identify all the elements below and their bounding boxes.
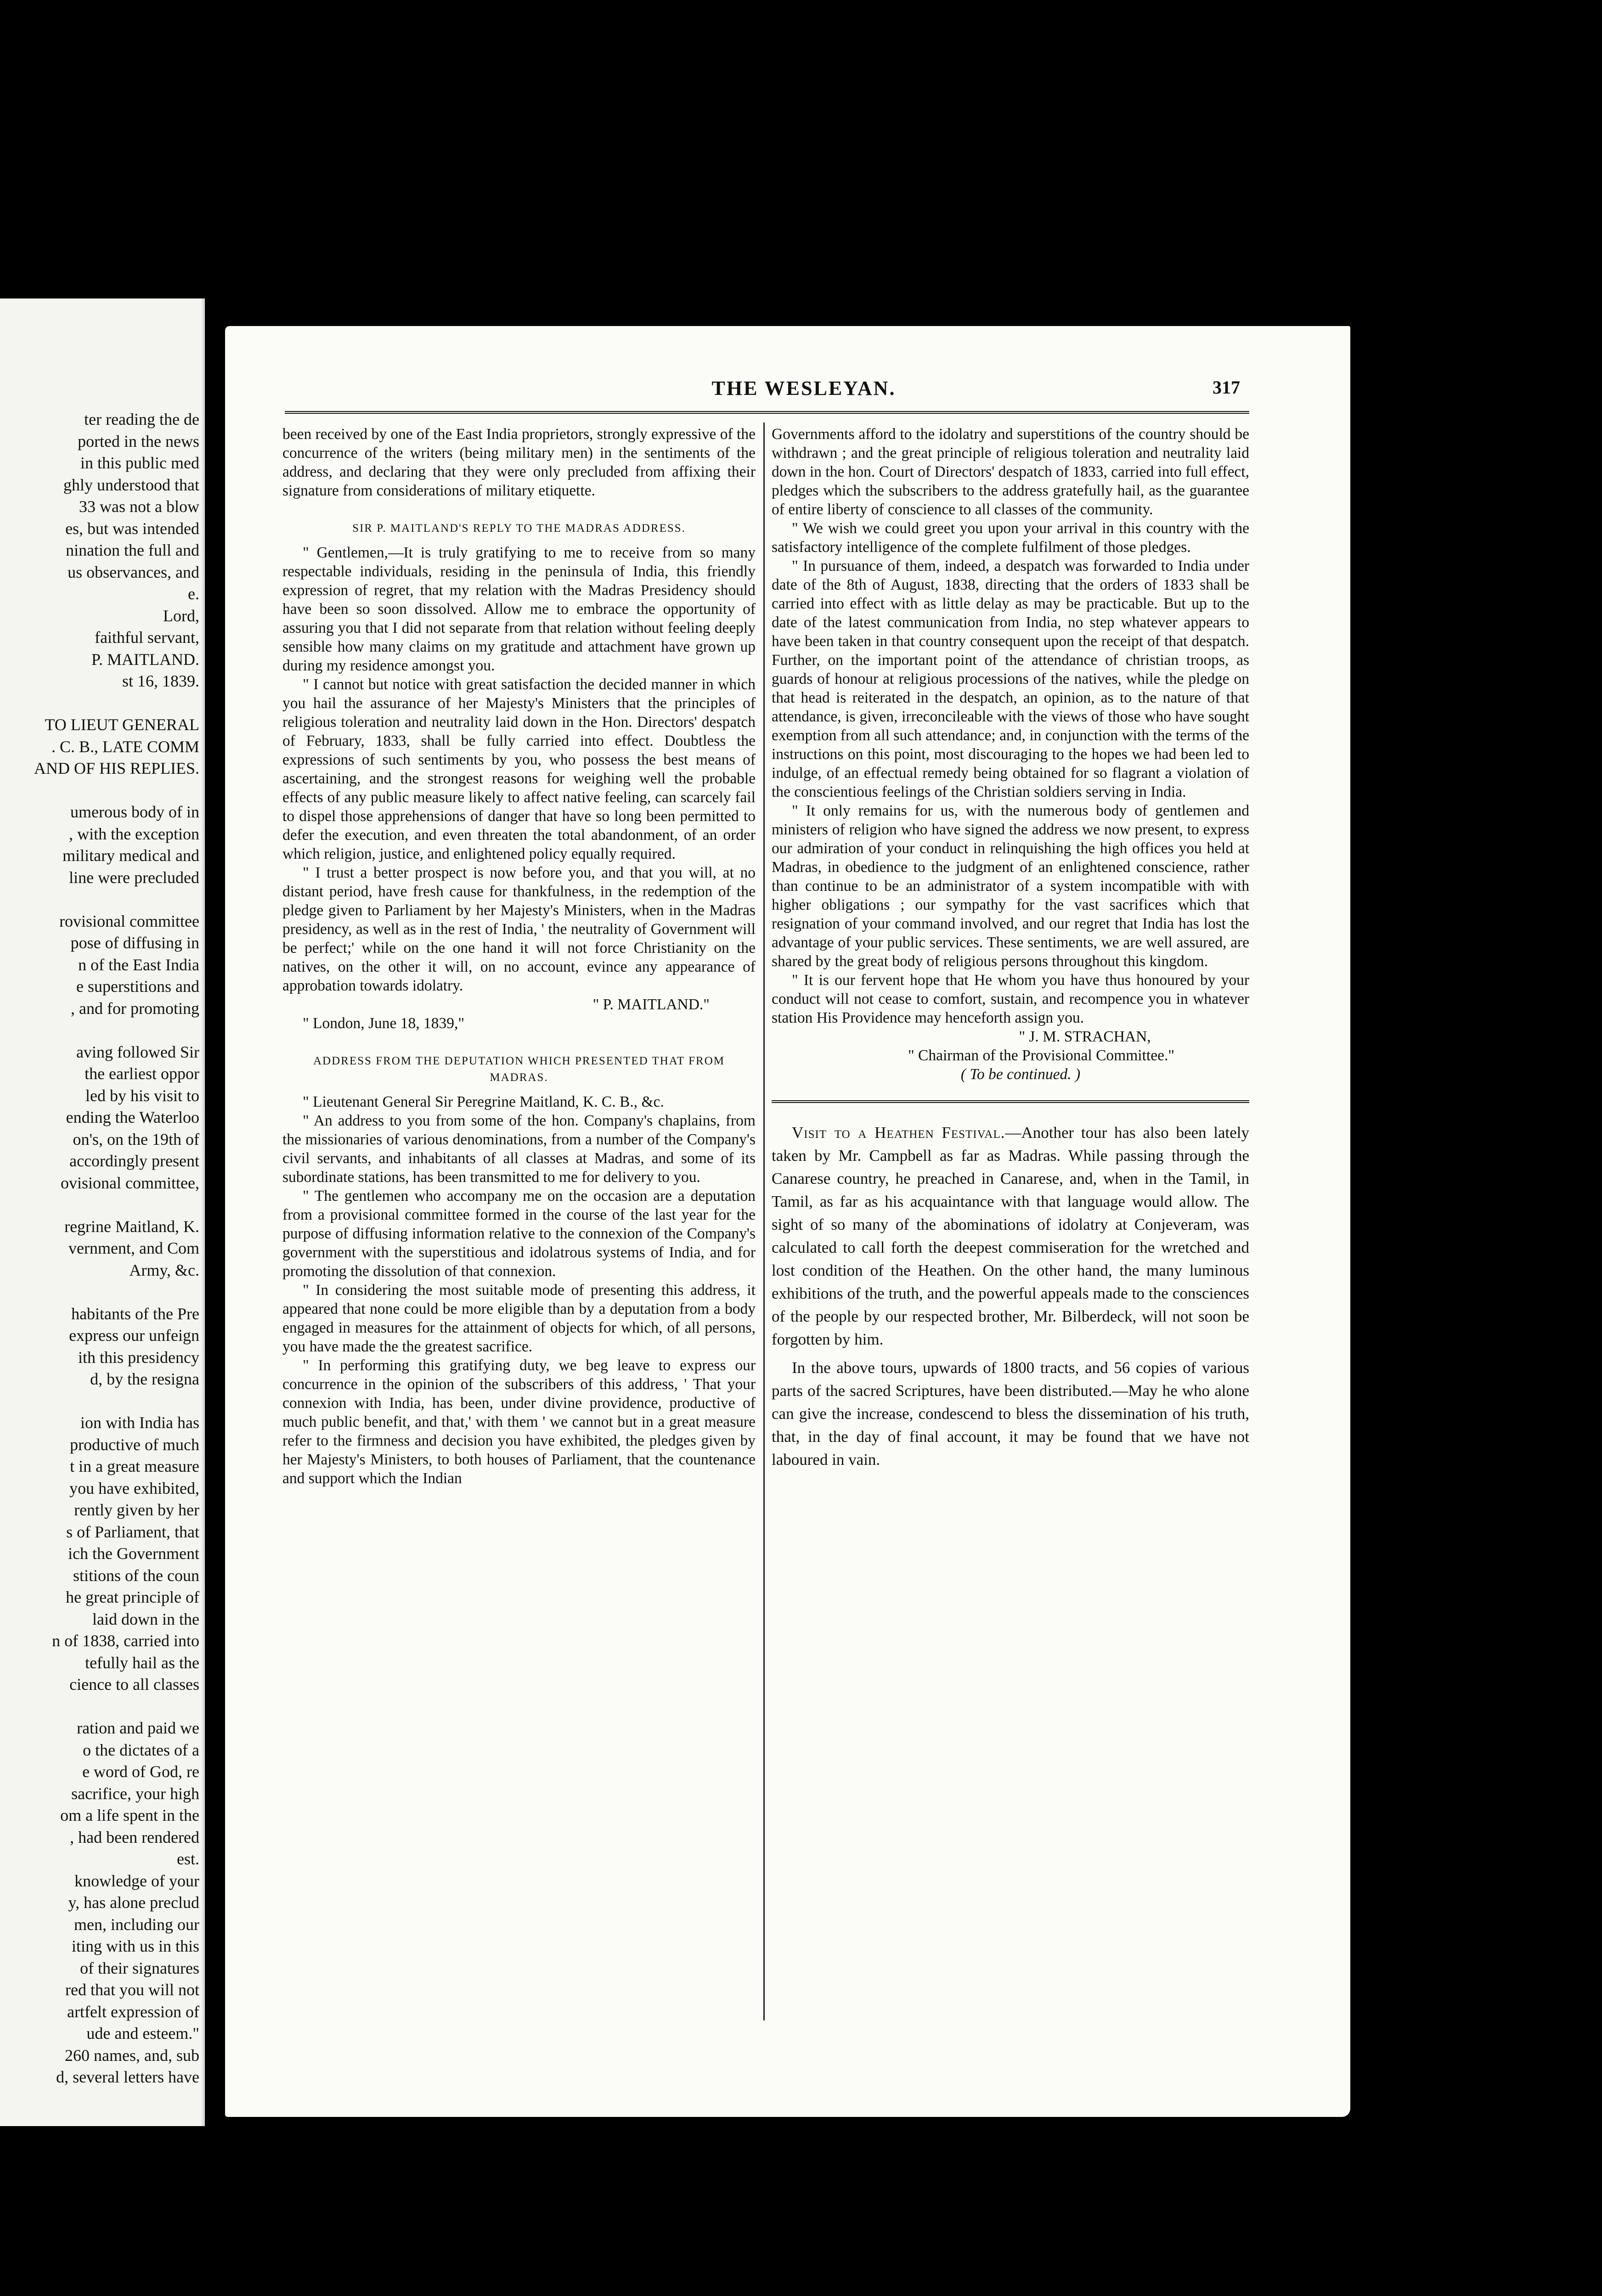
previous-page-line: tefully hail as the bbox=[85, 1653, 199, 1672]
previous-page-line: nination the full and bbox=[66, 541, 199, 559]
previous-page-line: es, but was intended bbox=[65, 519, 199, 538]
left-column bbox=[282, 425, 756, 1488]
newspaper-page bbox=[225, 326, 1350, 2117]
previous-page-line: , with the exception bbox=[69, 824, 199, 843]
to-be-continued: ( To be continued. ) bbox=[960, 1066, 1081, 1083]
previous-page-line: led by his visit to bbox=[85, 1086, 199, 1105]
previous-page-line: faithful servant, bbox=[95, 628, 199, 647]
continued-paragraph: " In pursuance of them, indeed, a despatch was forwarded to India under date of the 8th of August, 1838, directing that the orders of 1833 shall be carried into effect with as little delay as may be practicable. But up to the date of the latest communication from India, no step whatever appears to have been taken in that country consequent upon the receipt of that despatch. Further, on the important point of the attendance of christian troops, as guards of honour at religious processions of the natives, while the pledge on that head is reiterated in the despatch, an opinion, as to the nature of that attendance, is given, irreconcileable with the views of those who have sought exemption from all such attendance; and, in conjunction with the terms of the instructions on this point, most discouraging to the hopes we had been led to indulge, of an effectual remedy being obtained for so flagrant a violation of the conscientious feelings of the Christian soldiers serving in India. bbox=[772, 557, 1249, 800]
page-number: 317 bbox=[1213, 377, 1240, 398]
previous-page-line bbox=[0, 889, 199, 911]
previous-page-line: laid down in the bbox=[92, 1609, 199, 1628]
previous-page-line: rovisional committee bbox=[59, 912, 199, 930]
column-divider bbox=[763, 422, 765, 2020]
previous-page-line: y, has alone preclud bbox=[68, 1893, 199, 1912]
previous-page-line: stitions of the coun bbox=[73, 1566, 199, 1585]
previous-page-line: , had been rendered bbox=[70, 1828, 199, 1846]
signature-role: " Chairman of the Provisional Committee." bbox=[908, 1047, 1175, 1064]
previous-page-line: of their signatures bbox=[80, 1958, 199, 1977]
continued-paragraph: " We wish we could greet you upon your arrival in this country with the satisfactory intelligence of the complete fulfilment of those pledges. bbox=[772, 520, 1249, 556]
previous-page-line: s of Parliament, that bbox=[66, 1522, 199, 1541]
previous-page-line: ich the Government bbox=[68, 1544, 199, 1563]
previous-page-line: he great principle of bbox=[66, 1588, 199, 1606]
previous-page-line: , and for promoting bbox=[71, 999, 199, 1018]
visit-paragraph bbox=[772, 1121, 1249, 1351]
reply-paragraph: " Gentlemen,—It is truly gratifying to me to receive from so many respectable individuals, residing in the peninsula of India, this friendly expression of regret, that my relation with the Madras Presidency should have been so soon dissolved. Allow me to embrace the opportunity of assuring you that I did not separate from that relation without feeling deeply sensible how many claims on my gratitude and attachment have grown up during my residence amongst you. bbox=[282, 544, 756, 674]
previous-page-line: Army, &c. bbox=[129, 1261, 199, 1279]
previous-page-line: line were precluded bbox=[69, 868, 199, 887]
previous-page-line: pose of diffusing in bbox=[70, 934, 199, 952]
previous-page-line: ration and paid we bbox=[77, 1719, 199, 1737]
previous-page-line: P. MAITLAND. bbox=[91, 650, 199, 669]
previous-page-line: military medical and bbox=[62, 846, 199, 865]
previous-page-line: 33 was not a blow bbox=[79, 497, 199, 516]
previous-page-line: the earliest oppor bbox=[85, 1064, 199, 1083]
previous-page-line: e. bbox=[188, 585, 199, 603]
previous-page-line: express our unfeign bbox=[69, 1326, 199, 1345]
previous-page-line: sacrifice, your high bbox=[71, 1784, 199, 1803]
previous-page-line: d, by the resigna bbox=[90, 1370, 199, 1388]
address-heading: ADDRESS FROM THE DEPUTATION WHICH PRESENTED THAT FROM MADRAS. bbox=[313, 1055, 725, 1084]
previous-page-line: e word of God, re bbox=[82, 1762, 199, 1781]
visit-body: —Another tour has also been lately taken by Mr. Campbell as far as Madras. While passing through the Canarese country, he preached in Canarese, and, when in the Tamil, in Tamil, as far as his acquaintance with that language would allow. The sight of so many of the abominations of idolatry at Conjeveram, was calculated to call forth the deepest commiseration for the wretched and lost condition of the Heathen. On the other hand, the many luminous exhibitions of the truth, and the powerful appeals made to the consciences of the people by our respected brother, Mr. Bilberdeck, will not soon be forgotten by him. bbox=[772, 1124, 1249, 1348]
running-head bbox=[285, 377, 1323, 404]
previous-page-line: knowledge of your bbox=[74, 1871, 199, 1890]
previous-page-line: umerous body of in bbox=[70, 803, 199, 821]
previous-page-line: . C. B., LATE COMM bbox=[51, 737, 199, 756]
previous-page-line: t in a great measure bbox=[70, 1457, 199, 1475]
previous-page-line: artfelt expression of bbox=[67, 2002, 199, 2021]
header-rule bbox=[285, 411, 1249, 414]
right-column bbox=[772, 425, 1249, 1471]
running-title: THE WESLEYAN. bbox=[711, 377, 896, 400]
previous-page-line: ude and esteem." bbox=[86, 2024, 199, 2043]
previous-page-line: n of 1838, carried into bbox=[52, 1632, 199, 1650]
previous-page-line: ter reading the de bbox=[84, 410, 199, 428]
previous-page-line bbox=[0, 1696, 199, 1718]
reply-date: " London, June 18, 1839," bbox=[303, 1015, 465, 1032]
previous-page-line: om a life spent in the bbox=[60, 1806, 199, 1824]
previous-page-line: ported in the news bbox=[78, 432, 199, 450]
address-paragraph: " In performing this gratifying duty, we beg leave to express our concurrence in the opinion of the subscribers of this address, ' That your connexion with India, has been, under divine providence, productive of much public benefit, and that,' with them ' we cannot but in a great measure refer to the firmness and decision you have exhibited, the pledges given by her Majesty's Ministers, to both houses of Parliament, that the countenance and support which the Indian bbox=[282, 1357, 756, 1487]
previous-page-line: cience to all classes bbox=[69, 1675, 199, 1694]
address-paragraph: " In considering the most suitable mode of presenting this address, it appeared that none could be more eligible than by a deputation from a body engaged in measures for the attainment of objects for which, of all persons, you have made the the greatest sacrifice. bbox=[282, 1282, 756, 1355]
previous-page-line: AND OF HIS REPLIES. bbox=[34, 759, 199, 777]
previous-page-line: iting with us in this bbox=[71, 1937, 199, 1955]
previous-page-line: you have exhibited, bbox=[69, 1479, 199, 1497]
continued-paragraph: " It only remains for us, with the numerous body of gentlemen and ministers of religion who have signed the address we now present, to express our admiration of your conduct in relinquishing the high offices you held at Madras, in obedience to the judgment of an enlightened conscience, rather than continue to be an administrator of a system incompatible with with higher obligations ; our sympathy for the vast sacrifices which that resignation of your command involved, and our regret that India has lost the advantage of your public services. These sentiments, we are well assured, are shared by the great body of religious persons throughout this kingdom. bbox=[772, 802, 1249, 970]
reply-heading: SIR P. MAITLAND'S REPLY TO THE MADRAS ADDRESS. bbox=[352, 522, 686, 535]
previous-page-line: Lord, bbox=[163, 606, 199, 625]
reply-paragraph: " I trust a better prospect is now before you, and that you will, at no distant period, have fresh cause for thankfulness, in the redemption of the pledge given to Parliament by her Majesty's Ministers, when in the Madras presidency, as well as in the rest of India, ' the neutrality of Government will be perfect;' while on the one hand it will not force Christianity on the natives, on the other it will, on no account, evince any appearance of approbation towards idolatry. bbox=[282, 864, 756, 994]
previous-page-line bbox=[0, 1390, 199, 1412]
previous-page-line: regrine Maitland, K. bbox=[64, 1217, 199, 1236]
previous-page-line: ith this presidency bbox=[78, 1348, 199, 1367]
previous-page-line: ion with India has bbox=[80, 1413, 199, 1432]
previous-page-line: productive of much bbox=[70, 1435, 199, 1454]
previous-page-line bbox=[0, 1019, 199, 1041]
previous-page-text bbox=[0, 409, 199, 2088]
previous-page-line: vernment, and Com bbox=[68, 1239, 199, 1257]
visit-article bbox=[772, 1121, 1249, 1471]
intro-paragraph: been received by one of the East India proprietors, strongly expressive of the concurrence of the writers (being military men) in the sentiments of the address, and declaring that they were only precluded from affixing their signature from considerations of military etiquette. bbox=[282, 426, 756, 499]
address-salutation: " Lieutenant General Sir Peregrine Maitland, K. C. B., &c. bbox=[303, 1093, 664, 1110]
visit-paragraph: In the above tours, upwards of 1800 tracts, and 56 copies of various parts of the sacred Scriptures, have been distributed.—May he who alone can give the increase, condescend to bless the dissemination of his truth, that, in the day of final account, it may be found that we have not laboured in vain. bbox=[772, 1359, 1249, 1469]
previous-page-line: red that you will not bbox=[65, 1981, 199, 1999]
previous-page-line bbox=[0, 692, 199, 715]
previous-page-fragment bbox=[0, 298, 205, 2126]
previous-page-line bbox=[0, 1281, 199, 1303]
previous-page-line: TO LIEUT GENERAL bbox=[45, 715, 199, 734]
previous-page-line: habitants of the Pre bbox=[71, 1304, 199, 1323]
previous-page-line: rently given by her bbox=[74, 1501, 199, 1519]
previous-page-line: o the dictates of a bbox=[83, 1740, 199, 1759]
previous-page-line: e superstitions and bbox=[76, 977, 199, 996]
previous-page-line: ending the Waterloo bbox=[66, 1108, 199, 1126]
continued-paragraph: Governments afford to the idolatry and superstitions of the country should be withdrawn ; and the great principle of religious toleration and neutrality laid down in the hon. Court of Directors' despatch of 1833, carried into full effect, pledges which the subscribers to the address gratefully hail, as the guarantee of entire liberty of conscience to all classes of the community. bbox=[772, 426, 1249, 518]
continued-paragraph: " It is our fervent hope that He whom you have thus honoured by your conduct will not cease to comfort, sustain, and recompence you in whatever station His Providence may henceforth assign you. bbox=[772, 972, 1249, 1026]
previous-page-line: on's, on the 19th of bbox=[73, 1130, 199, 1148]
visit-title: Visit to a Heathen Festival. bbox=[792, 1124, 1005, 1142]
section-rule bbox=[772, 1100, 1249, 1103]
previous-page-line: ghly understood that bbox=[63, 475, 199, 494]
address-paragraph: " The gentlemen who accompany me on the occasion are a deputation from a provisional committee formed in the course of the last year for the purpose of diffusing information relative to the connexion of the Company's government with the superstitious and idolatrous systems of India, and for promoting the dissolution of that connexion. bbox=[282, 1187, 756, 1280]
previous-page-line: est. bbox=[177, 1850, 199, 1868]
previous-page-line: 260 names, and, sub bbox=[65, 2046, 199, 2065]
address-paragraph: " An address to you from some of the hon. Company's chaplains, from the missionaries of various denominations, from a number of the Company's civil servants, and inhabitants of all classes at Madras, and some of its subordinate stations, has been transmitted to me for delivery to you. bbox=[282, 1112, 756, 1186]
previous-page-line: n of the East India bbox=[78, 955, 199, 974]
previous-page-line: ovisional committee, bbox=[61, 1173, 199, 1192]
reply-signature: " P. MAITLAND." bbox=[592, 996, 710, 1013]
previous-page-line bbox=[0, 780, 199, 802]
signature-name: " J. M. STRACHAN, bbox=[1019, 1028, 1151, 1045]
previous-page-line bbox=[0, 1194, 199, 1216]
previous-page-line: st 16, 1839. bbox=[122, 672, 199, 690]
previous-page-line: us observances, and bbox=[68, 563, 199, 581]
previous-page-line: d, several letters have bbox=[56, 2068, 199, 2086]
previous-page-line: accordingly present bbox=[69, 1152, 199, 1170]
previous-page-line: aving followed Sir bbox=[76, 1042, 199, 1061]
previous-page-line: in this public med bbox=[80, 454, 199, 472]
previous-page-line: men, including our bbox=[74, 1915, 199, 1934]
reply-paragraph: " I cannot but notice with great satisfaction the decided manner in which you hail the assurance of her Majesty's Ministers that the principles of religious toleration and neutrality laid down in the Hon. Directors' despatch of February, 1833, shall be fully carried into effect. Doubtless the expressions of such sentiments by you, who possess the best means of ascertaining, and the strongest reasons for weighing well the probable effects of any public measure likely to affect native feeling, can scarcely fail to dispel those apprehensions of danger that have so long been permitted to defer the execution, and even threaten the total abandonment, of an order which religion, justice, and enlightened policy equally required. bbox=[282, 676, 756, 862]
